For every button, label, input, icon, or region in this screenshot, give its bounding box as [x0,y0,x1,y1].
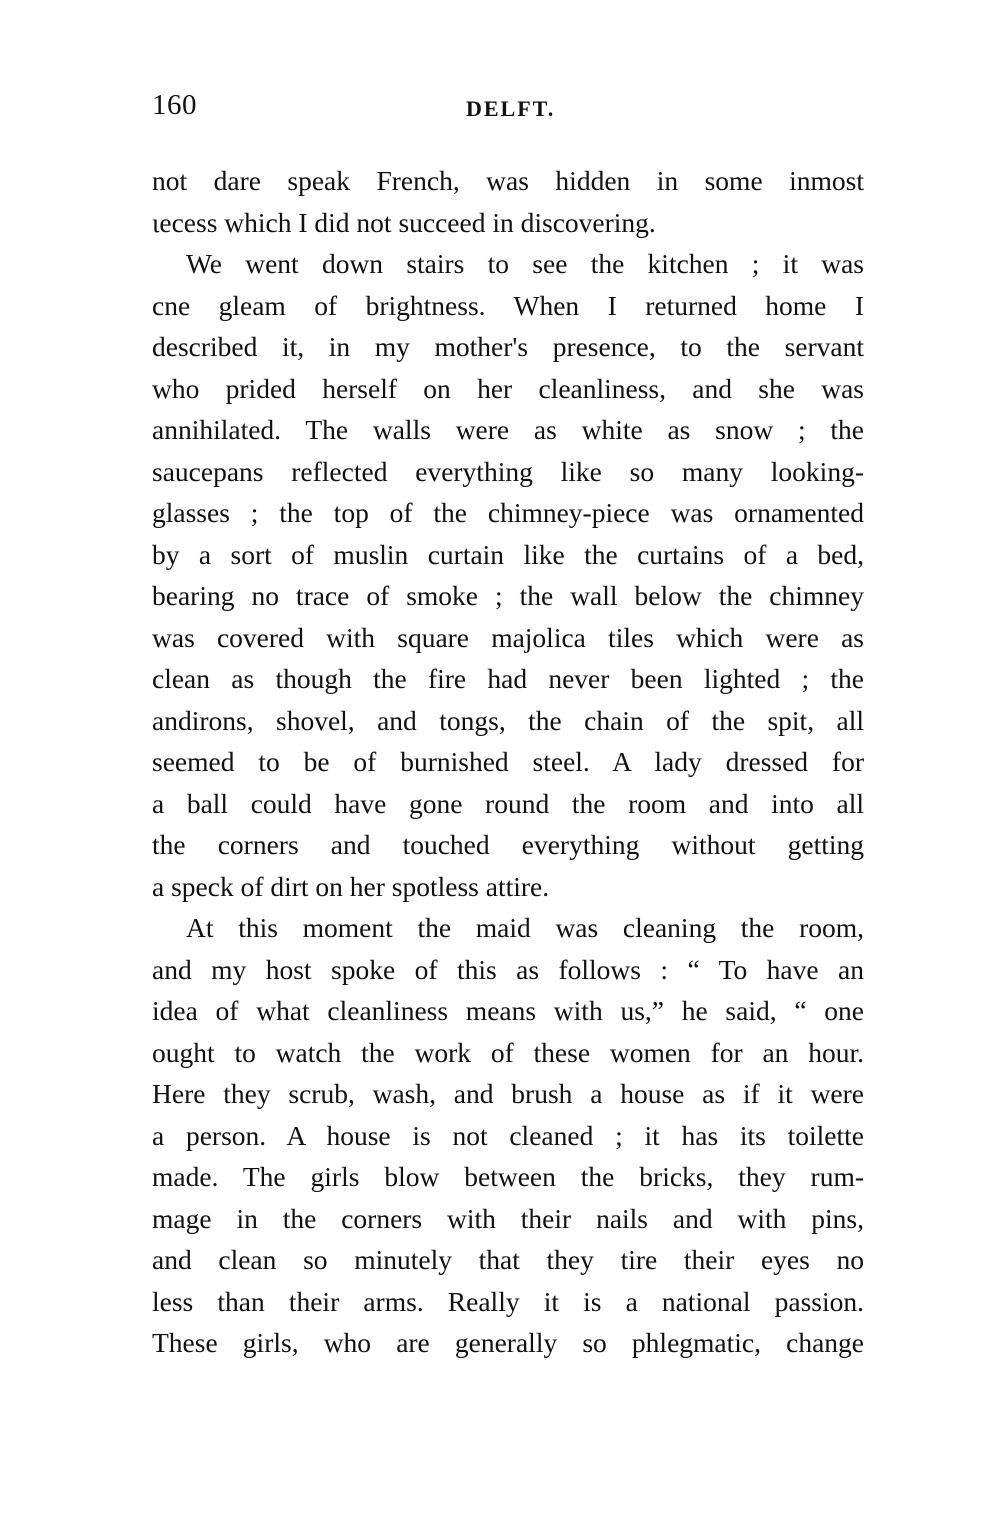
text-line: glasses ; the top of the chimney-piece was ornamented [152,497,864,528]
text-line: seemed to be of burnished steel. A lady dressed for [152,746,864,777]
text-line: andirons, shovel, and tongs, the chain of the spit, all [152,704,864,736]
text-line: ιecess which I did not succeed in discovering. [152,206,656,238]
page-header [152,88,864,128]
text-line: saucepans reflected everything like so many looking- [152,455,864,487]
text-line: not dare speak French, was hidden in some inmost [152,165,864,196]
text-line: We went down stairs to see the kitchen ; it was [186,248,864,279]
running-title: DELFT. [466,96,556,121]
text-line: clean as though the fire had never been lighted ; the [152,663,864,694]
text-line: and my host spoke of this as follows : “ To have an [152,953,864,985]
text-line: the corners and touched everything without getting [152,829,864,860]
text-line: Here they scrub, wash, and brush a house as if it were [152,1078,864,1109]
text-line: made. The girls blow between the bricks, they rum- [152,1161,864,1192]
text-line: and clean so minutely that they tire their eyes no [152,1244,864,1275]
text-line: These girls, who are generally so phlegmatic, change [152,1327,864,1358]
page-number: 160 [152,89,197,121]
body-text [152,160,864,1364]
text-line: a ball could have gone round the room and into all [152,787,864,819]
text-line: bearing no trace of smoke ; the wall below the chimney [152,580,864,611]
text-line: who prided herself on her cleanliness, and she was [152,372,864,404]
text-line: by a sort of muslin curtain like the curtains of a bed, [152,538,864,570]
text-line: mage in the corners with their nails and with pins, [152,1202,864,1234]
text-line: described it, in my mother's presence, to the servant [152,331,864,362]
text-line: was covered with square majolica tiles which were as [152,621,864,653]
text-line: cne gleam of brightness. When I returned home I [152,289,864,321]
text-line: idea of what cleanliness means with us,” he said, “ one [152,995,864,1026]
text-line: ought to watch the work of these women for an hour. [152,1036,864,1068]
text-line: a person. A house is not cleaned ; it has its toilette [152,1119,864,1151]
text-line: annihilated. The walls were as white as snow ; the [152,414,864,445]
text-line: At this moment the maid was cleaning the room, [186,912,864,943]
text-line: a speck of dirt on her spotless attire. [152,870,550,902]
text-line: less than their arms. Really it is a national passion. [152,1285,864,1317]
